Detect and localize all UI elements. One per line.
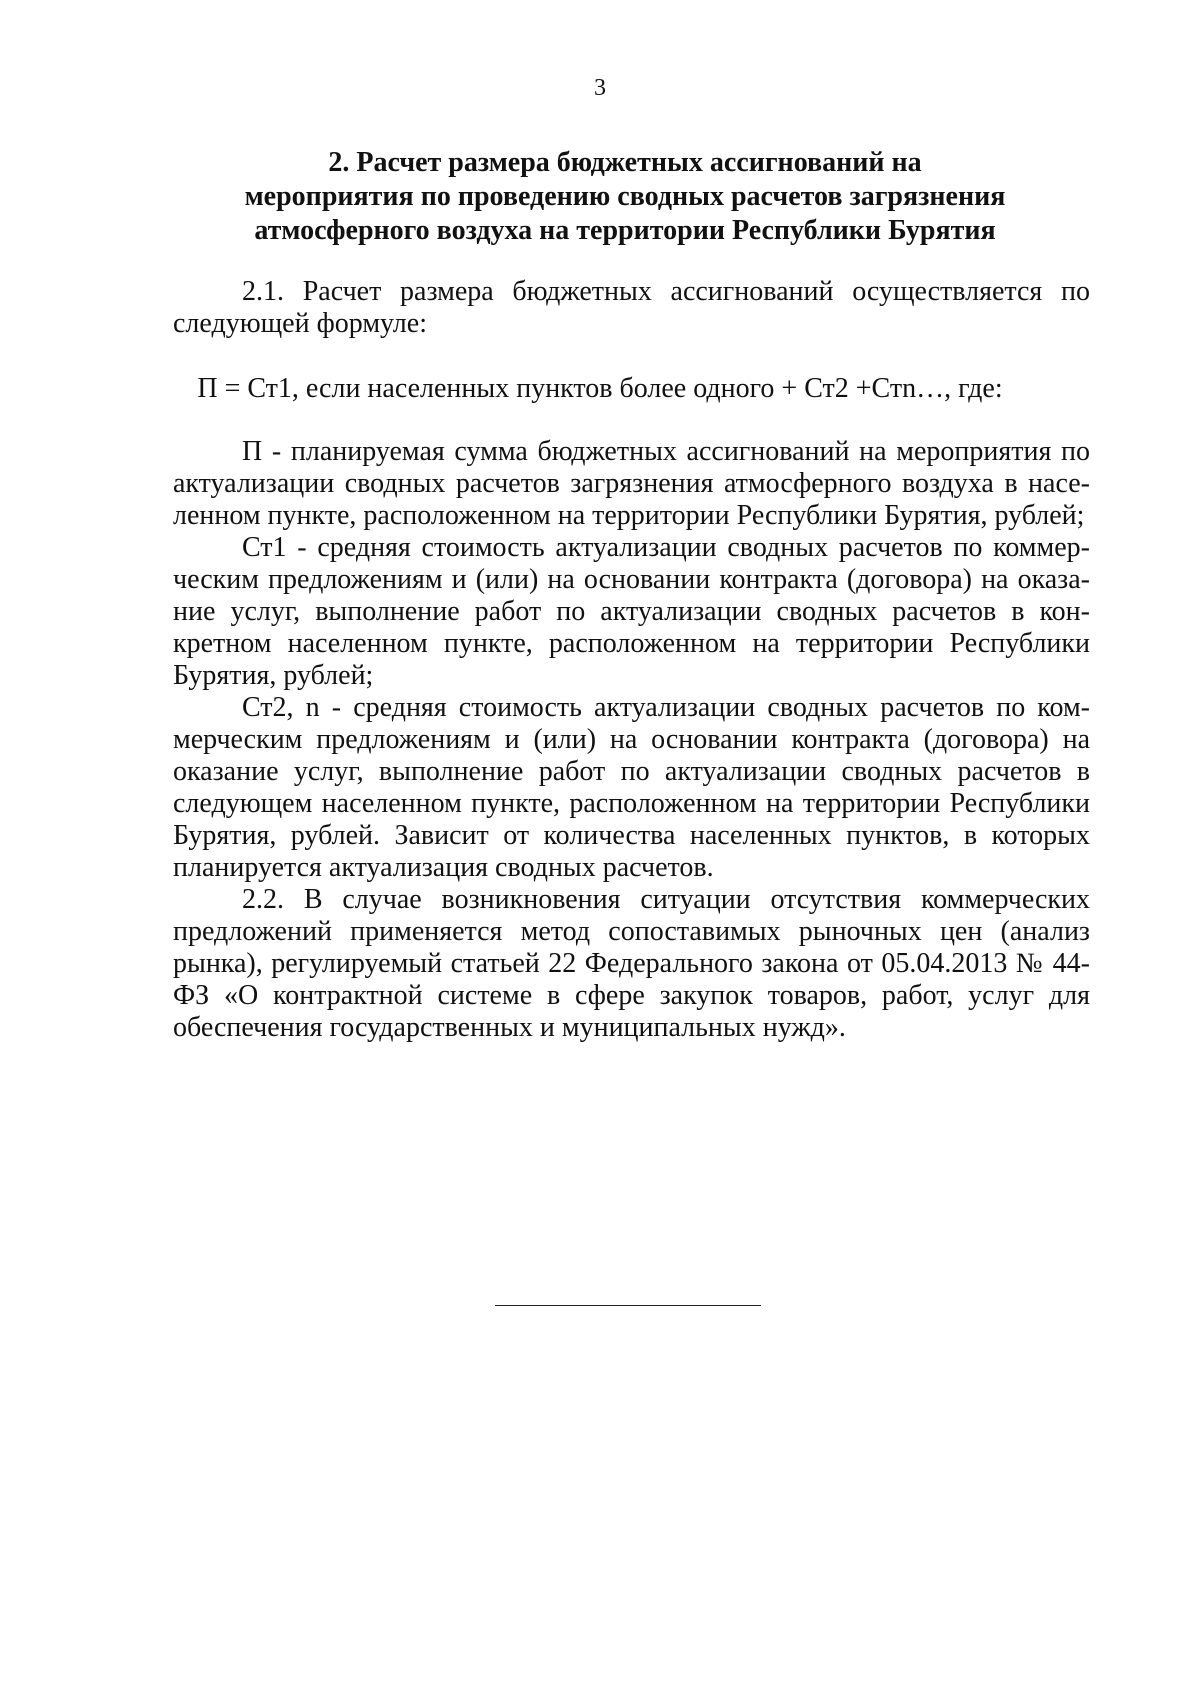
heading-line: 2. Расчет размера бюджетных ассигнований на [328,147,922,178]
section-heading [160,146,1090,248]
paragraph-2-2: 2.2. В случае возникновения ситуации отсутствия коммерческих предложений применяется метод сопоставимых рыночных цен (анализ рынка), регулируемый статьей 22 Федерального закона от 05.04.2013 № 44-ФЗ «О контрактной системе в сфере закупок товаров, работ, услуг для обеспечения государственных и муниципальных нужд». [173,884,1090,1043]
definition-st1: Ст1 - средняя стоимость актуализации сводных расчетов по коммерческим предложениям и (или) на основании контракта (договора) на оказание услуг, выполнение работ по актуализации сводных расчетов в конкретном населенном пункте, расположенном на территории Республики Бурятия, рублей; [173,532,1090,691]
end-separator-line [495,1305,761,1306]
formula: П = Ст1, если населенных пунктов более одного + Ст2 +Стn…, где: [197,373,1003,404]
heading-line: мероприятия по проведению сводных расчетов загрязнения [244,181,1006,212]
paragraph-2-1: 2.1. Расчет размера бюджетных ассигнований осуществляется по следующей формуле: [173,276,1090,339]
definitions-block [173,436,1090,1044]
heading-line: атмосферного воздуха на территории Республики Бурятия [254,215,996,246]
definition-p: П - планируемая сумма бюджетных ассигнований на мероприятия по актуализации сводных расчетов загрязнения атмосферного воздуха в населенном пункте, расположенном на территории Республики Бурятия, рублей; [173,436,1090,531]
page-number: 3 [594,75,606,101]
definition-st2-n: Ст2, n - средняя стоимость актуализации сводных расчетов по коммерческим предложениям и (или) на основании контракта (договора) на оказание услуг, выполнение работ по актуализации сводных расчетов в следующем населенном пункте, расположенном на территории Республики Бурятия, рублей. Зависит от количества населенных пунктов, в которых планируется актуализация сводных расчетов. [173,692,1090,883]
paragraph-2-1-block [173,276,1090,340]
